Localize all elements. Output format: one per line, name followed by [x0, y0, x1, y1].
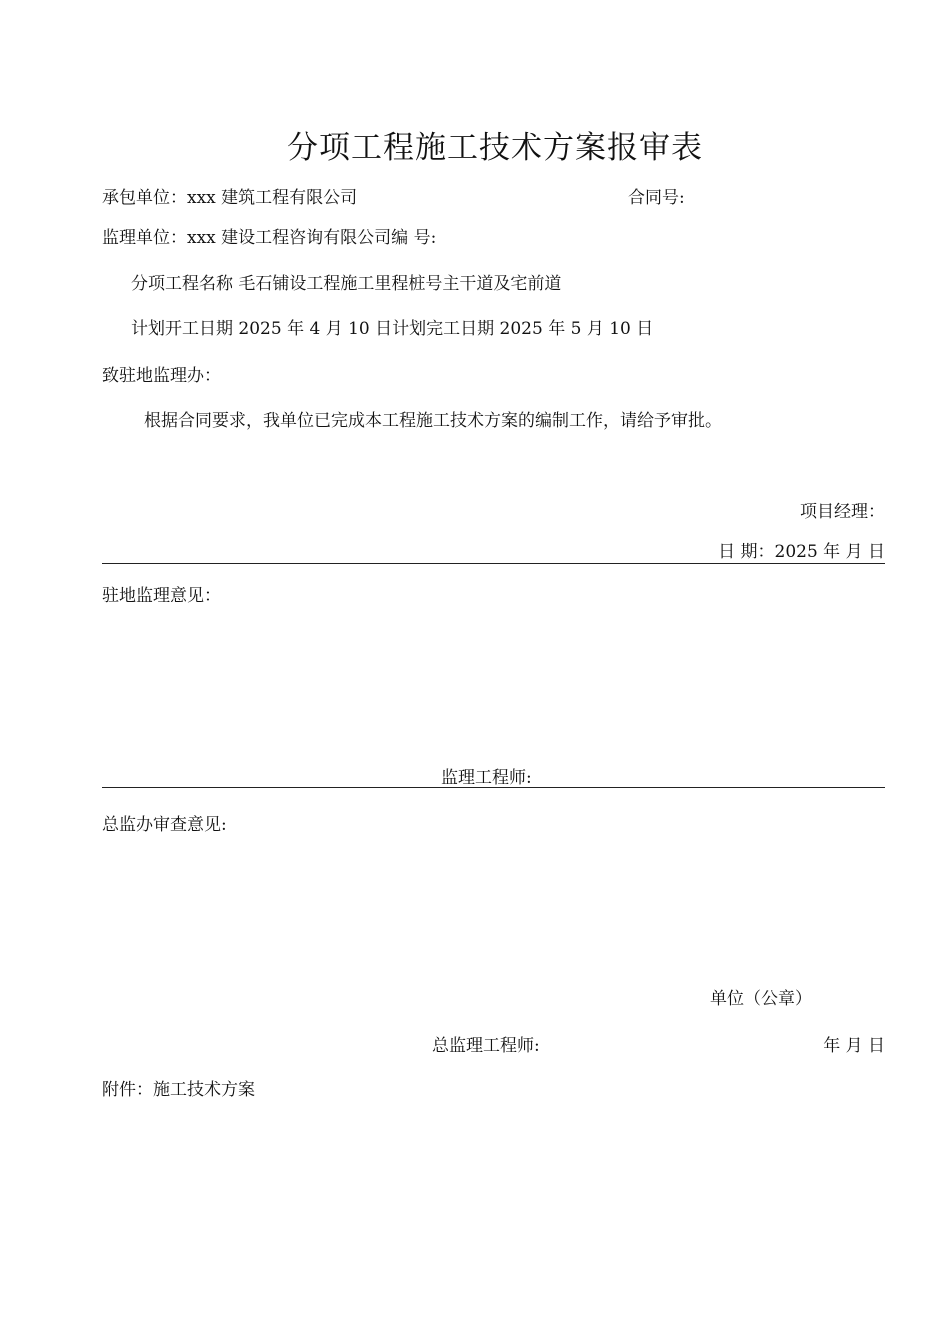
page-title: 分项工程施工技术方案报审表	[287, 130, 703, 166]
chief-engineer-label: 总监理工程师:	[432, 1036, 540, 1056]
section-divider	[102, 563, 885, 564]
contract-number-label: 合同号:	[628, 188, 685, 208]
date-line: 日 期：2025 年 月 日	[718, 542, 885, 562]
body-text: 根据合同要求，我单位已完成本工程施工技术方案的编制工作，请给予审批。	[144, 411, 722, 431]
addressee: 致驻地监理办：	[102, 366, 221, 386]
unit-seal-label: 单位（公章）	[710, 989, 812, 1009]
contractor-line: 承包单位：xxx 建筑工程有限公司	[102, 188, 358, 208]
supervising-engineer-label: 监理工程师:	[441, 768, 532, 788]
supervisor-line: 监理单位：xxx 建设工程咨询有限公司编 号:	[102, 228, 437, 248]
schedule-line: 计划开工日期 2025 年 4 月 10 日计划完工日期 2025 年 5 月 10 日	[131, 319, 654, 339]
year-month-day-label: 年 月 日	[823, 1036, 885, 1056]
attachment-line: 附件：施工技术方案	[102, 1080, 255, 1100]
site-opinion-label: 驻地监理意见：	[102, 586, 221, 606]
chief-review-label: 总监办审查意见:	[102, 815, 227, 835]
project-manager-label: 项目经理：	[800, 502, 885, 522]
section-divider	[102, 787, 885, 788]
project-name-line: 分项工程名称 毛石铺设工程施工里程桩号主干道及宅前道	[131, 274, 562, 294]
